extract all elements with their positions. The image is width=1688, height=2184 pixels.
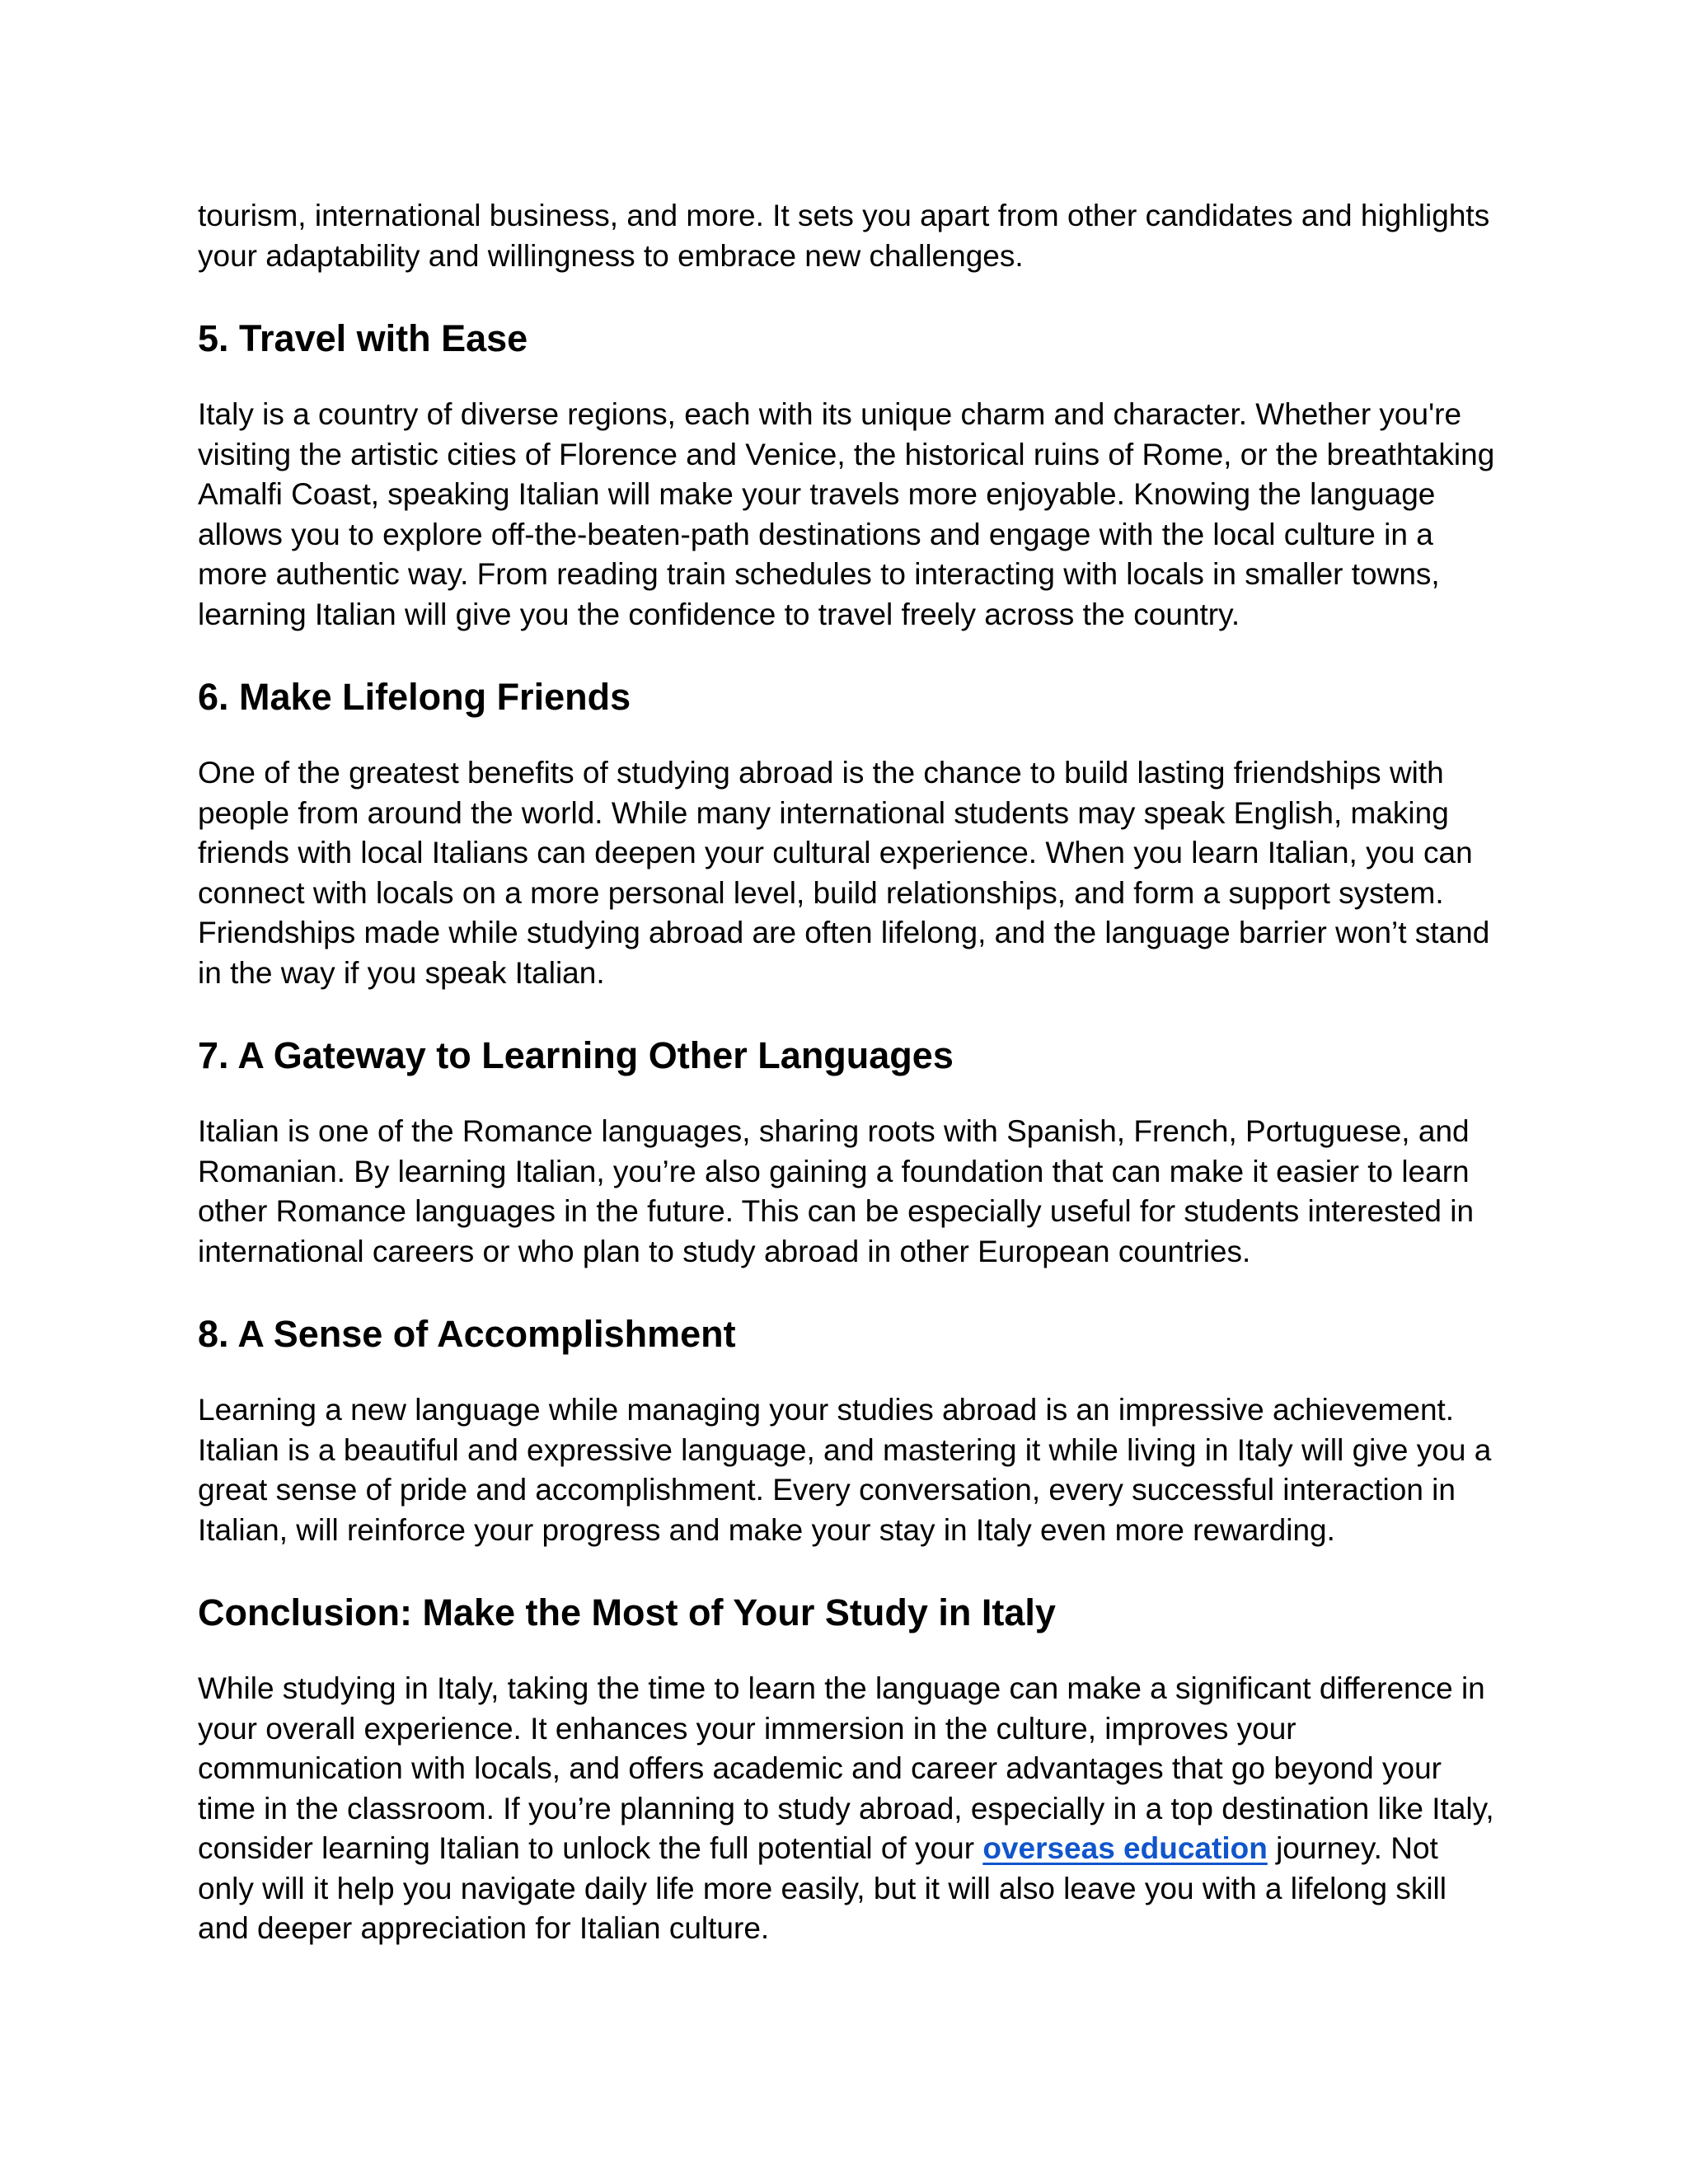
section-body-languages: Italian is one of the Romance languages, sharing roots with Spanish, French, Portuguese, and Romanian. By learning Italian, you’re also gaining a foundation that can make it easier to learn other Romance languages in the future. This can be especially useful for students interested in international careers or who plan to study abroad in other European countries. xyxy=(198,1114,1475,1268)
section-heading-travel: 5. Travel with Ease xyxy=(198,317,528,359)
document-page xyxy=(198,196,1500,1949)
conclusion-paragraph xyxy=(198,1669,1500,1949)
section-heading-languages: 7. A Gateway to Learning Other Languages xyxy=(198,1034,954,1076)
conclusion-text-before-link: While studying in Italy, taking the time to learn the language can make a significant difference in your overall experience. It enhances your immersion in the culture, improves your communication with locals, and offers academic and career advantages that go beyond your time in the classroom. If you’re planning to study abroad, especially in a top destination like Italy, consider learning Italian to unlock the full potential of your xyxy=(198,1671,1494,1865)
section-heading-accomplishment: 8. A Sense of Accomplishment xyxy=(198,1313,736,1355)
section-body-travel: Italy is a country of diverse regions, each with its unique charm and character. Whether you're visiting the artistic cities of Florence and Venice, the historical ruins of Rome, or the breathtaking Amalfi Coast, speaking Italian will make your travels more enjoyable. Knowing the language allows you to explore off-the-beaten-path destinations and engage with the local culture in a more authentic way. From reading train schedules to interacting with locals in smaller towns, learning Italian will give you the confidence to travel freely across the country. xyxy=(198,397,1495,631)
conclusion-text-after-link: journey. Not only will it help you navigate daily life more easily, but it will also leave you with a lifelong skill and deeper appreciation for Italian culture. xyxy=(198,1831,1447,1945)
section-body-friends: One of the greatest benefits of studying abroad is the chance to build lasting friendships with people from around the world. While many international students may speak English, making friends with local Italians can deepen your cultural experience. When you learn Italian, you can connect with locals on a more personal level, build relationships, and form a support system. Friendships made while studying abroad are often lifelong, and the language barrier won’t stand in the way if you speak Italian. xyxy=(198,756,1490,990)
intro-paragraph: tourism, international business, and more. It sets you apart from other candidates and highlights your adaptability and willingness to embrace new challenges. xyxy=(198,199,1490,273)
overseas-education-link[interactable]: overseas education xyxy=(982,1831,1268,1865)
section-heading-friends: 6. Make Lifelong Friends xyxy=(198,676,631,718)
section-body-accomplishment: Learning a new language while managing your studies abroad is an impressive achievement. Italian is a beautiful and expressive language, and mastering it while living in Italy will give you a great sense of pride and accomplishment. Every conversation, every successful interaction in Italian, will reinforce your progress and make your stay in Italy even more rewarding. xyxy=(198,1393,1492,1547)
conclusion-heading: Conclusion: Make the Most of Your Study in Italy xyxy=(198,1591,1056,1633)
